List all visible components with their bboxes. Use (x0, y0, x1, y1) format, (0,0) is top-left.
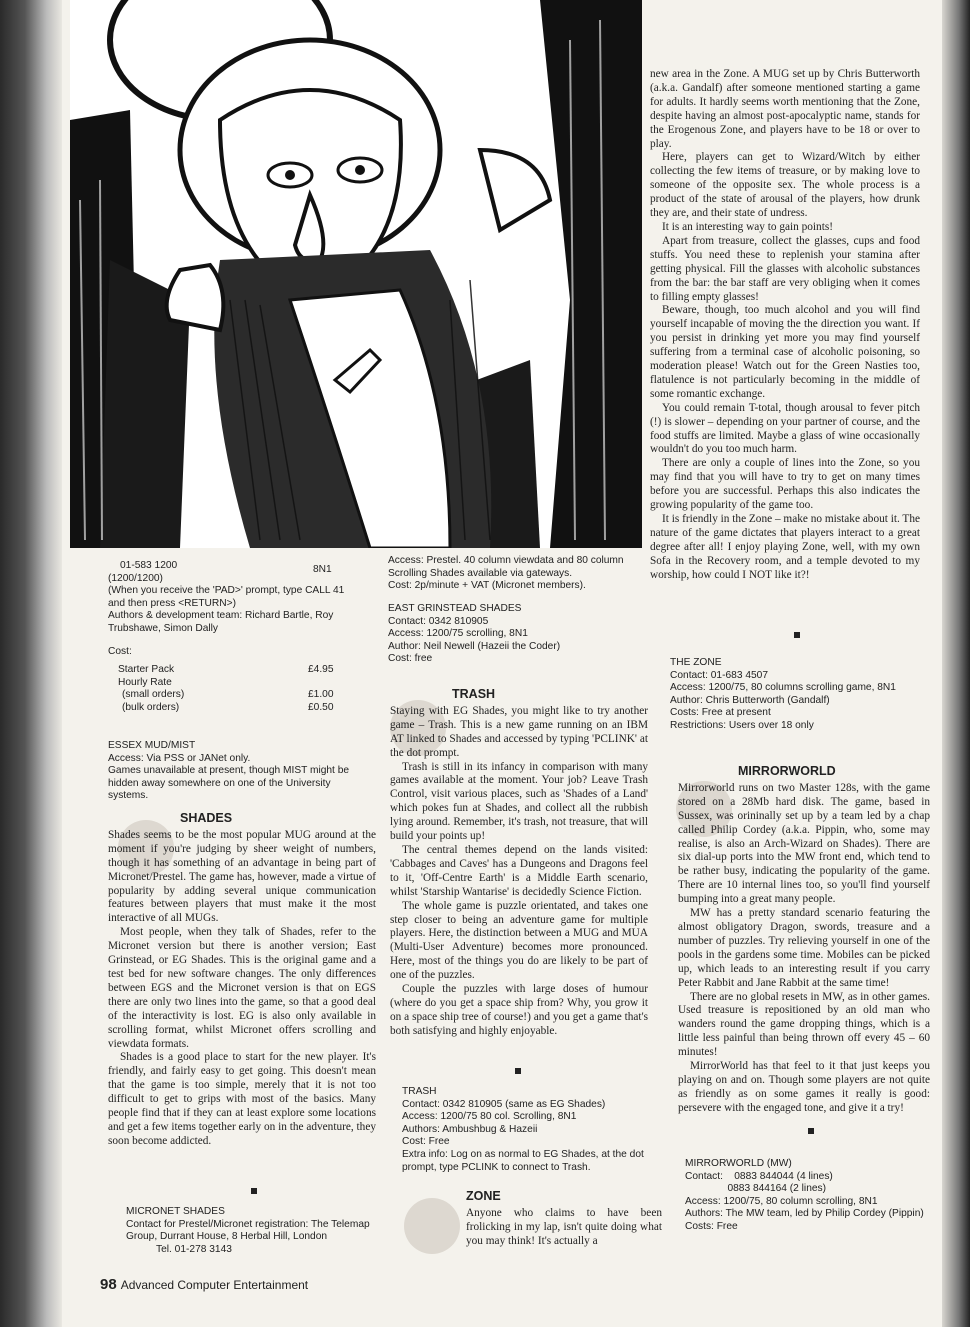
cost-value: £0.50 (308, 701, 334, 713)
trash-article (390, 688, 648, 1039)
essex-info (108, 740, 373, 803)
section-heading: ZONE (466, 1189, 501, 1203)
info-line: Contact for Prestel/Micronet registration: The Telemap Group, Durrant House, 8 Herbal Hill, London (126, 1218, 370, 1243)
info-line: Contact: 0342 810905 (388, 615, 489, 627)
paragraph: Most people, when they talk of Shades, refer to the Micronet version but there is another version; East Grinstead, or EG Shades. This is the original game and a test bed for new software changes. The only differences between EGS and the Micronet version is that on EGS there are only two lines into the game, so that a good deal of the interactivity is lost. EG is also only available in scrolling format, whilst Micronet offers scrolling and viewdata formats. (108, 926, 376, 1050)
info-line: Access: 1200/75, 80 column scrolling, 8N1 (685, 1195, 878, 1207)
paragraph: Anyone who claims to have been frolicking in my lap, isn't quite doing what you may think! It's actually a (466, 1206, 662, 1247)
section-bullet (808, 1128, 814, 1134)
info-line: 01-583 1200 (120, 560, 178, 571)
magazine-name: Advanced Computer Entertainment (120, 1278, 309, 1292)
page-footer (100, 1276, 308, 1293)
info-line: Author: Chris Butterworth (Gandalf) (670, 694, 830, 706)
paragraph: Beware, though, too much alcohol and you will find yourself incapable of moving the the direction you want. If you persist in drinking yet more you may find yourself suffering from a terminal case of alcoholic poisoning, so moderation please! Watch out for the Green Nasties too, flatulence is not particularly becoming in the middle of some romantic exchange. (650, 304, 920, 400)
paragraph: It is friendly in the Zone – make no mistake about it. The nature of the game dictates that players interact to a great degree after all! I enjoy playing Zone, well, with my own Sofa in the Recovery room, and a temple devoted to my worship, how could I NOT like it?! (650, 513, 920, 581)
info-line: 0883 844164 (2 lines) (685, 1183, 827, 1195)
section-heading: TRASH (452, 687, 496, 701)
section-heading: SHADES (180, 811, 233, 825)
paragraph: Shades is a good place to start for the new player. It's friendly, and fairly easy to get going. This doesn't mean that the game is too simple, merely that it is not too difficult to get to grips with most of the basics. Many people find that if they can at least explore some locations and get a few items together early on in the adventure, they soon become addicted. (108, 1051, 376, 1147)
mirrorworld-info (685, 1158, 940, 1234)
column-right-top (650, 68, 920, 583)
info-line: Access: Via PSS or JANet only. (108, 752, 251, 764)
info-line: Cost: Free (402, 1136, 450, 1148)
info-line: Contact: 01-683 4507 (670, 669, 768, 681)
zone-article (404, 1190, 662, 1249)
cost-value: £1.00 (308, 689, 334, 701)
paragraph: The whole game is puzzle orientated, and takes one step closer to being an adventure game for multiple players. Here, the distinction between a MUG and MUA (Multi-User Adventure) becomes more pronounced. Here, most of the things you do are likely to be part of one of the puzzles. (390, 899, 648, 982)
info-line: Cost: 2p/minute + VAT (Micronet members). (388, 580, 586, 592)
trash-info (402, 1086, 647, 1174)
page-edge (942, 0, 970, 1327)
paragraph: Here, players can get to Wizard/Witch by either collecting the few items of treasure, or by making love to someone of the opposite sex. The whole process is a product of the state of arousal of the players, how drunk they are, and their state of undress. (650, 151, 920, 220)
paragraph: It is an interesting way to gain points! (662, 220, 833, 233)
info-line: MIRRORWORLD (MW) (685, 1158, 792, 1169)
info-title: MICRONET SHADES (126, 1206, 225, 1217)
section-bullet (251, 1188, 257, 1194)
info-line: Restrictions: Users over 18 only (670, 719, 814, 731)
paragraph: Shades seems to be the most popular MUG around at the moment if you're judging by sheer weight of numbers, though it has something of an advantage in being part of Micronet/Prestel. The game has, however, made a virtue of popularity by adding several unique communication features between players that must make it the most interactive of all MUGs. (108, 828, 376, 925)
info-line: Access: 1200/75 scrolling, 8N1 (388, 628, 528, 640)
info-line: Extra info: Log on as normal to EG Shades, at the dot prompt, type PCLINK to connect to Trash. (402, 1148, 644, 1173)
cost-row (108, 664, 373, 677)
paragraph: MW has a pretty standard scenario featuring the almost obligatory Dragon, swords, treasure and a number of puzzles. Try relieving yourself in one of the pools in the gardens some time. Mobiles can be picked up, which leads to an interesting result if you carry Peter Rabbit and Jane Rabbit at the same time! (678, 907, 930, 989)
info-line: and then press <RETURN>) (108, 597, 236, 609)
binding-shadow (0, 0, 62, 1327)
info-title: ESSEX MUD/MIST (108, 740, 196, 751)
section-heading: MIRRORWORLD (738, 764, 836, 778)
section-bullet (515, 1068, 521, 1074)
cost-row (108, 689, 373, 702)
paragraph: Mirrorworld runs on two Master 128s, with the game stored on a 28Mb hard disk. The game, based in Sussex, was orininally set up by a team led by a chap called Philip Cordey (a.k.a. Pippin, who, some may realise, is also an Arch-Wizard on Shades). There are six dial-up ports into the MW front end, which tend to be rather busy, indicating the popularity of the game. There are 10 internal lines too, so you'll find yourself bumping into a great many people. (678, 781, 930, 906)
info-line: THE ZONE (670, 657, 722, 668)
info-line: Access: 1200/75, 80 columns scrolling game, 8N1 (670, 682, 896, 694)
info-line: Authors & development team: Richard Bartle, Roy Trubshawe, Simon Dally (108, 610, 334, 634)
shades-article (108, 812, 376, 1149)
cost-row (108, 702, 373, 715)
paragraph: MirrorWorld has that feel to it that just keeps you playing on and on. Though some players are not quite as friendly as on some games it really is good: persevere with the engaged tone, and give it a try! (678, 1060, 930, 1114)
micronet-info (126, 1206, 376, 1256)
mug-info (108, 560, 373, 715)
the-zone-info (670, 657, 930, 733)
paragraph: Apart from treasure, collect the glasses, cups and food stuffs. You need these to replenish your stamina after getting physical. Fill the glasses with alcoholic substances from the bar: the bar staff are very obliging when it comes to filling empty glasses! (650, 234, 920, 303)
info-title: TRASH (402, 1086, 437, 1097)
creature-illustration (70, 0, 640, 548)
cost-item: Starter Pack (118, 664, 175, 676)
paragraph: There are only a couple of lines into the Zone, so you may find that you will have to try to get on many times before you are successful. Perhaps this also indicates the growing popularity of the game too. (650, 457, 920, 512)
info-line: Cost: free (388, 653, 433, 665)
section-bullet (794, 632, 800, 638)
paragraph: new area in the Zone. A MUG set up by Chris Butterworth (a.k.a. Gandalf) after someone mentioned starting a game for adults. It hardly seems worth mentioning that the Zone, despite having an almost post-apocalyptic name, stands for the Erogenous Zone, and players have to be 18 or over to play. (650, 68, 920, 150)
info-line: Costs: Free at present (670, 707, 771, 719)
info-line: Author: Neil Newell (Hazeii the Coder) (388, 640, 561, 652)
mug-info-8n1: 8N1 (313, 564, 332, 575)
paragraph: The central themes depend on the lands visited: 'Cabbages and Caves' has a Dungeons and Dragons feel to it, 'Off-Centre Earth' is a Middle Earth scenario, whilst 'Starship Wantarise' is decidedly Science Fiction. (390, 843, 648, 898)
paragraph: You could remain T-total, though arousal to fever pitch (!) is slower – depending on your partner of course, and the food stuffs are limited. Maybe a glass of wine occasionally wouldn't do you too much harm. (650, 401, 920, 456)
cost-label: Cost: (108, 645, 132, 657)
info-line: (When you receive the 'PAD>' prompt, type CALL 41 (108, 585, 345, 597)
mirrorworld-article (678, 765, 930, 1116)
info-line: (1200/1200) (108, 572, 163, 584)
page-number: 98 (100, 1276, 117, 1293)
paragraph: Couple the puzzles with large doses of humour (where do you get a space ship from? Why, you grow it on a space ship tree of course!) and you get a game that's both satisfying and highly enjoyable. (390, 983, 648, 1037)
paragraph: Trash is still in its infancy in comparison with many games available at the moment. Your job? Leave Trash Control, visit various places, such as 'Shades of a Land' which pokes fun at Shades, and collect all the rubbish lying around. Remember, it's trash, not treasure, that will build your points up! (390, 760, 648, 843)
info-line: Authors: The MW team, led by Philip Cordey (Pippin) (685, 1208, 924, 1220)
info-line: Access: Prestel. 40 column viewdata and 80 column Scrolling Shades available via gateways. (388, 555, 624, 579)
info-line: Tel. 01-278 3143 (156, 1243, 232, 1255)
eg-shades-info (388, 603, 646, 666)
micronet-access-info (388, 555, 646, 593)
info-line: Games unavailable at present, though MIST might be hidden away somewhere on one of the University systems. (108, 765, 350, 802)
cost-item: Hourly Rate (118, 676, 172, 688)
cost-value: £4.95 (308, 664, 334, 676)
info-line: Costs: Free (685, 1220, 738, 1232)
cost-item: (small orders) (122, 689, 185, 701)
paragraph: There are no global resets in MW, as in other games. Used treasure is repositioned by an old man who wanders round the game dropping things, which is a little less painful than being thrown off every 45 – 60 minutes! (678, 990, 930, 1059)
cost-row (108, 677, 373, 690)
info-title: EAST GRINSTEAD SHADES (388, 603, 522, 614)
illustration (70, 0, 642, 548)
info-line: Contact: 0342 810905 (same as EG Shades) (402, 1098, 606, 1110)
info-line: Contact: 0883 844044 (4 lines) (685, 1170, 833, 1182)
info-line: Authors: Ambushbug & Hazeii (402, 1123, 538, 1135)
info-line: Access: 1200/75 80 col. Scrolling, 8N1 (402, 1111, 577, 1123)
paragraph: Staying with EG Shades, you might like to try another game – Trash. This is a new game running on an IBM AT linked to Shades and accessed by typing 'PCLINK' at the dot prompt. (390, 704, 648, 759)
cost-item: (bulk orders) (122, 701, 180, 713)
